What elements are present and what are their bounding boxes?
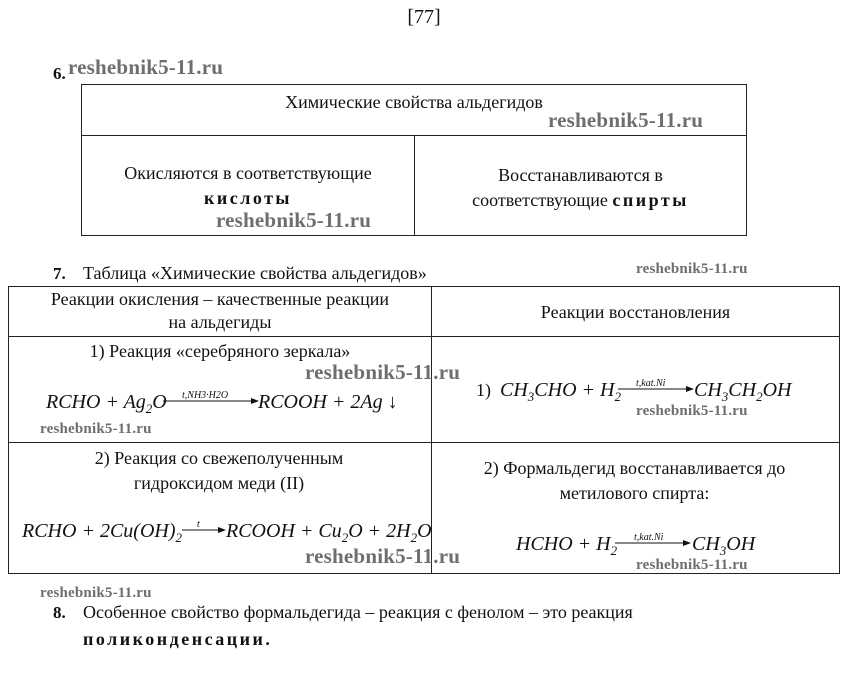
task7-r2-right-line1: 2) Формальдегид восстанавливается до <box>483 458 786 478</box>
watermark: reshebnik5-11.ru <box>40 585 152 601</box>
task7-col-left-header <box>9 288 431 334</box>
watermark: reshebnik5-11.ru <box>548 108 704 132</box>
copper-hydroxide-equation-right: RCOOH + $Cu_2O + 2H_2O$ <box>226 520 432 545</box>
task7-r2-right-line2: метилового спирта: <box>559 483 710 503</box>
task6-left-cell <box>82 161 414 211</box>
reaction-arrow <box>182 525 226 535</box>
task7-r2-right-title <box>431 456 838 506</box>
page-number: [77] <box>407 6 441 28</box>
task6-left-bold: кислоты <box>204 188 292 208</box>
r1-right-number: 1) <box>476 380 491 400</box>
watermark: reshebnik5-11.ru <box>68 55 224 79</box>
task6-number: 6. <box>53 64 66 83</box>
reaction-arrow <box>618 384 694 394</box>
task7-col-left-line1: Реакции окисления – качественные реакции <box>50 289 390 309</box>
task7-r1-left-title: 1) Реакция «серебряного зеркала» <box>89 341 351 361</box>
copper-hydroxide-equation-left: RCHO + $2Cu(OH)_2$ <box>22 520 182 545</box>
watermark: reshebnik5-11.ru <box>636 557 748 573</box>
task8-number: 8. <box>53 603 66 622</box>
task6-table <box>81 84 747 236</box>
task7-col-right-header: Реакции восстановления <box>540 302 731 322</box>
task7-col-left-line2: на альдегиды <box>168 312 272 332</box>
reduction-condition: t,kat.Ni <box>636 378 666 389</box>
formaldehyde-equation-left: HCHO + $H_2$ <box>516 533 618 558</box>
watermark: reshebnik5-11.ru <box>636 261 748 277</box>
formaldehyde-equation-right: $CH_3OH$ <box>692 533 756 558</box>
watermark: reshebnik5-11.ru <box>216 208 372 232</box>
task8-text: Особенное свойство формальдегида – реакция с фенолом – это реакция <box>83 602 633 622</box>
watermark: reshebnik5-11.ru <box>305 360 461 384</box>
reduction-equation-right: $CH_3CH_2OH$ <box>694 379 792 404</box>
reaction-arrow <box>163 396 259 406</box>
formaldehyde-condition: t,kat.Ni <box>634 532 664 543</box>
task7-r2-left-line1: 2) Реакция со свежеполученным <box>94 448 344 468</box>
task6-right-line2 <box>415 188 746 213</box>
task6-right-text: Восстанавливаются в <box>498 165 663 185</box>
task6-right-text2: соответствующие <box>472 190 608 210</box>
task7-r2-left-title <box>8 446 430 496</box>
task7-number: 7. <box>53 264 66 283</box>
task8-bold: поликонденсации. <box>83 629 273 649</box>
task7-r2-left-line2: гидроксидом меди (II) <box>133 473 305 493</box>
reaction-arrow <box>615 538 691 548</box>
watermark: reshebnik5-11.ru <box>40 421 152 437</box>
watermark: reshebnik5-11.ru <box>636 403 748 419</box>
task6-right-cell <box>415 163 746 213</box>
task6-left-text: Окисляются в соответствующие <box>124 163 372 183</box>
copper-hydroxide-condition: t <box>197 519 200 530</box>
reduction-equation-left: $CH_3CHO + H_2$ <box>500 379 621 404</box>
task6-right-bold: спирты <box>612 190 689 210</box>
task6-header: Химические свойства альдегидов <box>285 92 543 112</box>
task7-title: Таблица «Химические свойства альдегидов» <box>83 263 427 283</box>
silver-mirror-condition: t,NH3·H2O <box>182 390 229 401</box>
task7-row-divider-2 <box>9 442 839 443</box>
task7-row-divider-1 <box>9 336 839 337</box>
silver-mirror-equation-left: RCHO + $Ag_2O$ <box>46 391 167 416</box>
watermark: reshebnik5-11.ru <box>305 544 461 568</box>
silver-mirror-equation-right: RCOOH + 2Ag ↓ <box>258 391 398 413</box>
